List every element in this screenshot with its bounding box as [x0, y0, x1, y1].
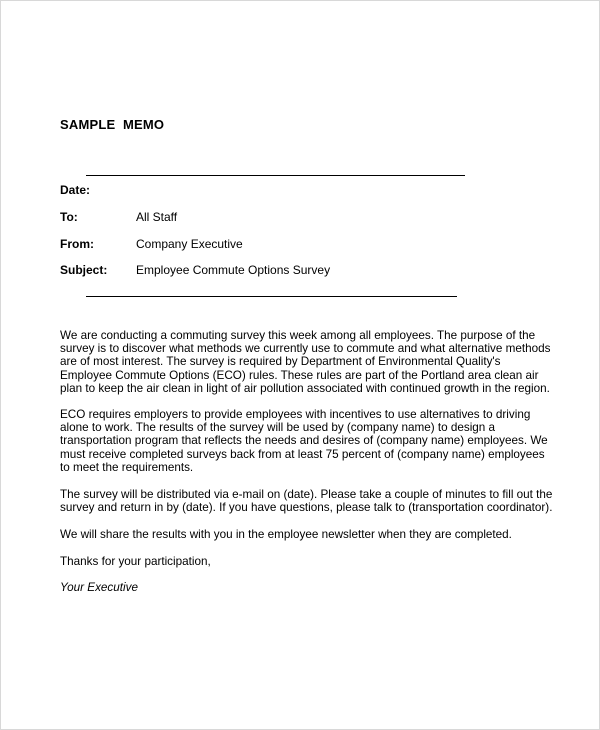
paragraph-line: are of most interest. The survey is required by Department of Environmental Quality's: [60, 355, 501, 369]
paragraph-line: The survey will be distributed via e-mail on (date). Please take a couple of minutes to fill out the: [60, 488, 553, 501]
paragraph-line: survey and return in by (date). If you have questions, please talk to (transportation coordinator).: [60, 501, 553, 515]
header-divider-bottom: [86, 296, 457, 297]
signature: Your Executive: [60, 581, 138, 594]
to-value: All Staff: [136, 210, 178, 224]
subject-label: Subject:: [60, 263, 108, 277]
paragraph-line: Employee Commute Options (ECO) rules. These rules are part of the Portland area clean air: [60, 368, 539, 382]
memo-title: SAMPLE MEMO: [60, 117, 165, 132]
paragraph-line: must receive completed surveys back from at least 75 percent of (company name) employees: [60, 447, 545, 461]
paragraph-line: Thanks for your participation,: [60, 555, 211, 568]
paragraph-results: [60, 528, 560, 541]
header-divider-top: [86, 175, 465, 176]
paragraph-thanks: [60, 555, 560, 568]
paragraph-line: plan to keep the air clean in light of air pollution associated with continued growth in the region.: [60, 381, 550, 395]
paragraph-line: ECO requires employers to provide employees with incentives to use alternatives to driving: [60, 408, 531, 421]
paragraph-eco-requirements: [60, 408, 560, 474]
paragraph-line: We will share the results with you in the employee newsletter when they are completed.: [60, 528, 512, 541]
date-label: Date:: [60, 183, 91, 197]
paragraph-line: alone to work. The results of the survey will be used by (company name) to design a: [60, 421, 496, 435]
paragraph-purpose: [60, 329, 560, 395]
paragraph-line: We are conducting a commuting survey this week among all employees. The purpose of the: [60, 329, 536, 342]
from-label: From:: [60, 237, 94, 251]
subject-value: Employee Commute Options Survey: [136, 263, 331, 277]
paragraph-line: to meet the requirements.: [60, 460, 194, 474]
paragraph-distribution: [60, 488, 560, 514]
paragraph-line: transportation program that reflects the needs and desires of (company name) employees. We: [60, 434, 548, 448]
paragraph-line: survey is to discover what methods we currently use to commute and what alternative methods: [60, 342, 551, 356]
to-label: To:: [60, 210, 78, 224]
from-value: Company Executive: [136, 237, 243, 251]
